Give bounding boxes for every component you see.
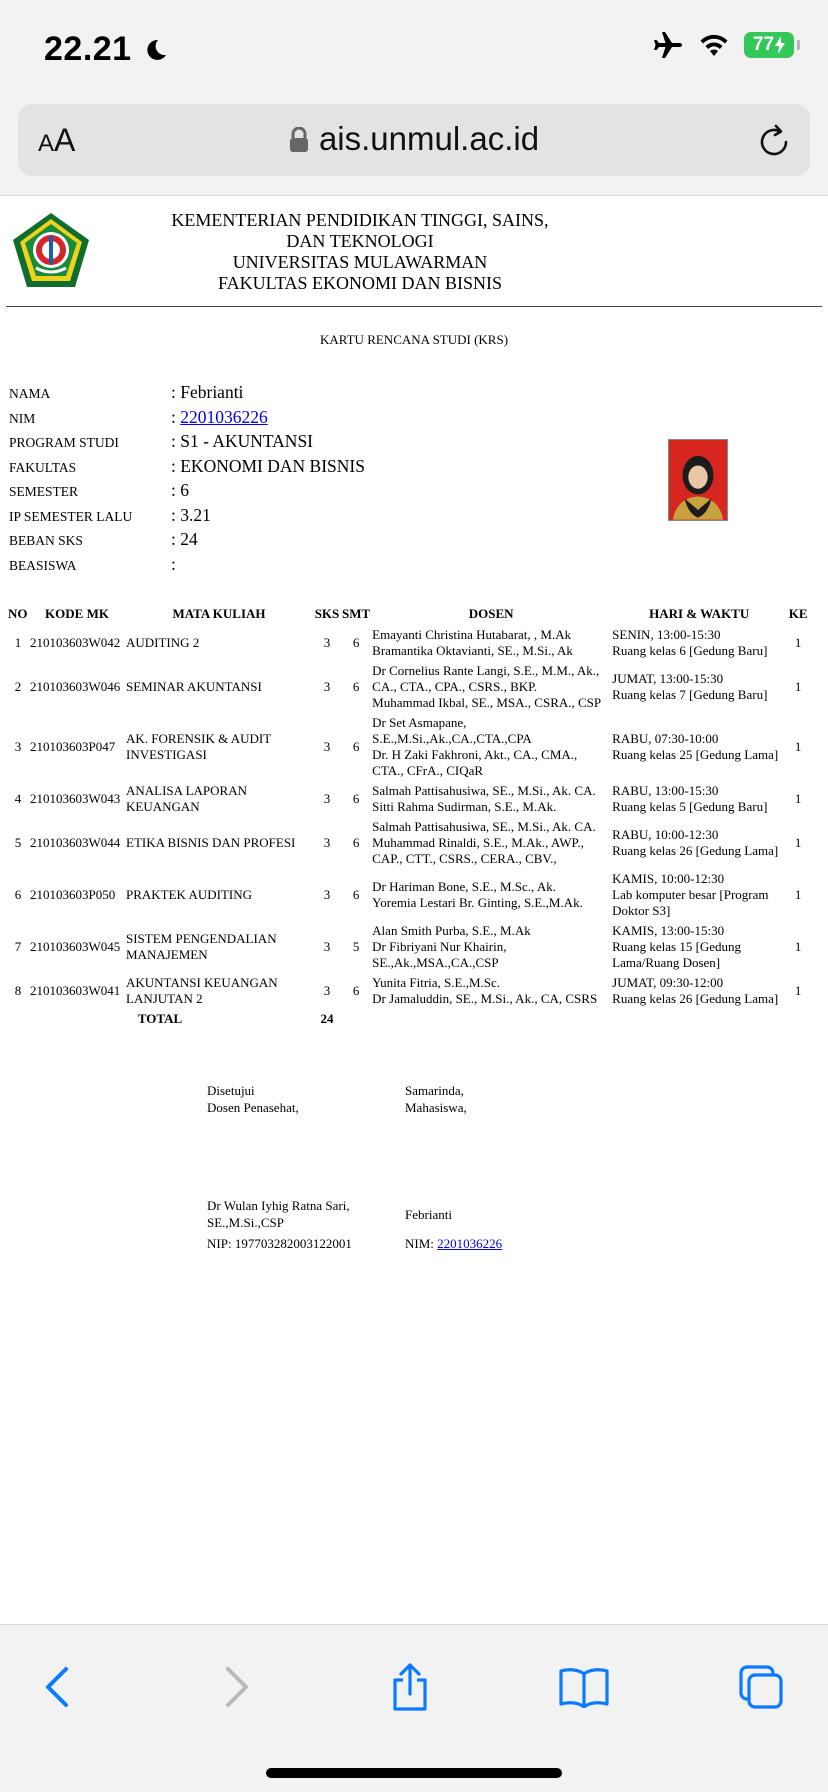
col-hari-waktu: HARI & WAKTU [649,606,750,621]
waktu-line: KAMIS, 13:00-15:30 [612,923,725,938]
info-value: : Febrianti [171,382,244,402]
airplane-icon [652,30,684,60]
col-ke: KE [788,606,808,621]
waktu-line: SENIN, 13:00-15:30 [612,627,721,642]
row-dosen [371,713,611,781]
advisor-name: Dr Wulan Iyhig Ratna Sari, SE.,M.Si.,CSP [207,1198,350,1230]
row-kode: 210103603W043 [30,791,121,806]
dosen-line: Alan Smith Purba, S.E., M.Ak [372,923,531,938]
nim-link[interactable]: 2201036226 [180,406,268,427]
info-value: : EKONOMI DAN BISNIS [171,455,365,476]
row-sks: 3 [323,887,331,902]
nip-value: 197703282003122001 [234,1236,352,1251]
waktu-line: Ruang kelas 26 [Gedung Lama] [612,991,779,1006]
table-row [7,817,809,869]
row-dosen [371,973,611,1009]
row-no: 7 [14,939,22,954]
row-mata-kuliah: AKUNTANSI KEUANGAN LANJUTAN 2 [126,975,278,1006]
info-value: : S1 - AKUNTANSI [171,431,314,451]
info-row-nim [9,407,365,432]
info-row-semester [9,480,365,505]
nip-prefix: NIP: [207,1236,235,1251]
header-line-1: KEMENTERIAN PENDIDIKAN TINGGI, SAINS, [171,210,549,230]
row-kode: 210103603P050 [30,887,116,902]
col-smt: SMT [342,606,371,621]
row-dosen [371,781,611,817]
header-divider [6,306,822,307]
status-time [44,30,168,69]
info-value: : [171,553,176,574]
reload-icon[interactable] [758,122,792,158]
waktu-line: Ruang kelas 15 [Gedung Lama/Ruang Dosen] [612,939,742,970]
signature-space [405,1116,502,1206]
student-role: Mahasiswa, [405,1100,467,1115]
waktu-line: RABU, 10:00-12:30 [612,827,719,842]
row-kode: 210103603W042 [30,635,121,650]
lock-icon [289,127,309,153]
info-label: FAKULTAS [9,459,77,475]
row-sks: 3 [323,739,331,754]
row-dosen [371,817,611,869]
dosen-line: Bramantika Oktavianti, SE., M.Si., Ak [372,643,573,658]
info-value: : 24 [171,529,198,549]
share-button[interactable] [380,1657,440,1717]
dosen-line: Dr Fibriyani Nur Khairin, SE.,Ak.,MSA.,CA.,CSP [372,939,507,970]
browser-top-bar [0,100,828,196]
row-smt: 6 [352,739,360,754]
table-header-row [7,605,809,625]
info-label: SEMESTER [9,484,79,499]
header-line-3: UNIVERSITAS MULAWARMAN [232,252,488,272]
row-waktu [611,661,787,713]
course-table [7,605,809,1029]
browser-bottom-toolbar [0,1624,828,1792]
row-smt: 6 [352,635,360,650]
row-ke: 1 [794,739,802,754]
row-ke: 1 [794,983,802,998]
advisor-role: Dosen Penasehat, [207,1100,299,1115]
tabs-button[interactable] [731,1657,791,1717]
row-ke: 1 [794,679,802,694]
row-smt: 6 [352,835,360,850]
row-no: 4 [14,791,22,806]
dosen-line: Dr Cornelius Rante Langi, S.E., M.M., Ak., CA., CTA., CPA., CSRS., BKP. [372,663,600,694]
row-dosen [371,625,611,661]
row-smt: 6 [352,679,360,694]
document-title: KARTU RENCANA STUDI (KRS) [319,332,509,347]
student-info [9,382,365,578]
row-sks: 3 [323,939,331,954]
info-label: PROGRAM STUDI [9,435,119,450]
total-filler [341,1009,809,1029]
row-kode: 210103603W046 [30,679,121,694]
col-no: NO [8,606,28,621]
info-label: NIM [9,410,36,426]
row-kode: 210103603W044 [30,835,121,850]
row-no: 3 [14,739,22,754]
student-name: Febrianti [405,1207,452,1222]
waktu-line: RABU, 07:30-10:00 [612,731,719,746]
row-ke: 1 [794,635,802,650]
book-icon [558,1666,610,1708]
row-no: 1 [14,635,22,650]
header-line-2: DAN TEKNOLOGI [286,231,434,251]
institution-header [150,210,570,294]
place-text: Samarinda, [405,1083,464,1098]
time-text: 22.21 [44,30,132,68]
university-logo [10,210,92,292]
share-icon [389,1662,431,1712]
col-dosen: DOSEN [468,606,514,621]
dosen-line: Muhammad Ikbal, SE., MSA., CSRA., CSP [372,695,602,710]
row-kode: 210103603W041 [30,983,121,998]
row-mata-kuliah: ETIKA BISNIS DAN PROFESI [126,835,296,850]
table-row [7,869,809,921]
status-bar [0,0,828,100]
row-sks: 3 [323,791,331,806]
info-row-nama [9,382,365,407]
info-row-fakultas [9,456,365,481]
moon-icon [144,38,168,62]
battery-level: 77 [752,34,775,55]
waktu-line: Ruang kelas 6 [Gedung Baru] [612,643,768,658]
dosen-line: Dr. H Zaki Fakhroni, Akt., CA., CMA., CTA., CFrA., CIQaR [372,747,578,778]
signature-space [207,1116,372,1197]
row-smt: 5 [352,939,360,954]
table-row [7,713,809,781]
krs-document [0,196,828,1624]
row-mata-kuliah: PRAKTEK AUDITING [126,887,253,902]
status-icons [652,30,794,60]
dosen-line: Sitti Rahma Sudirman, S.E., M.Ak. [372,799,557,814]
row-waktu [611,817,787,869]
dosen-line: Yunita Fitria, S.E.,M.Sc. [372,975,501,990]
row-kode: 210103603W045 [30,939,121,954]
info-row-program-studi [9,431,365,456]
info-label: NAMA [9,386,51,401]
row-ke: 1 [794,939,802,954]
dosen-line: Salmah Pattisahusiwa, SE., M.Si., Ak. CA. [372,783,596,798]
row-sks: 3 [323,635,331,650]
bookmarks-button[interactable] [554,1657,614,1717]
info-value: : 6 [171,480,189,500]
signature-nim-link[interactable]: 2201036226 [437,1236,503,1251]
table-row [7,781,809,817]
dosen-line: Dr Set Asmapane, S.E.,M.Si.,Ak.,CA.,CTA.,CPA [372,715,532,746]
info-label: BEASISWA [9,557,77,573]
row-sks: 3 [323,679,331,694]
advisor-nip [207,1235,372,1252]
waktu-line: Ruang kelas 26 [Gedung Lama] [612,843,779,858]
info-label: BEBAN SKS [9,533,83,548]
info-row-beban-sks [9,529,365,554]
waktu-line: RABU, 13:00-15:30 [612,783,719,798]
table-row [7,921,809,973]
row-no: 5 [14,835,22,850]
row-mata-kuliah: SEMINAR AKUNTANSI [126,679,262,694]
row-waktu [611,781,787,817]
dosen-line: Salmah Pattisahusiwa, SE., M.Si., Ak. CA. [372,819,596,834]
student-nim [405,1235,502,1252]
waktu-line: Ruang kelas 5 [Gedung Baru] [612,799,768,814]
wifi-icon [698,32,730,58]
col-mata-kuliah: MATA KULIAH [172,606,266,621]
row-mata-kuliah: SISTEM PENGENDALIAN MANAJEMEN [126,931,277,962]
row-dosen [371,661,611,713]
row-smt: 6 [352,887,360,902]
dosen-line: Emayanti Christina Hutabarat, , M.Ak [372,627,572,642]
student-photo [668,439,728,521]
row-smt: 6 [352,983,360,998]
advisor-signature [207,1082,372,1252]
row-waktu [611,869,787,921]
row-waktu [611,973,787,1009]
table-row [7,661,809,713]
total-row [7,1009,809,1029]
row-kode: 210103603P047 [30,739,116,754]
info-value: : 3.21 [171,504,211,525]
info-label: IP SEMESTER LALU [9,508,133,524]
tabs-icon [737,1663,785,1711]
col-sks: SKS [314,606,340,621]
row-dosen [371,869,611,921]
info-value: : 2201036226 [171,406,268,427]
info-row-ip [9,505,365,530]
dosen-line: Yoremia Lestari Br. Ginting, S.E.,M.Ak. [372,895,583,910]
row-ke: 1 [794,835,802,850]
row-dosen [371,921,611,973]
battery-indicator [744,32,794,58]
dosen-line: Muhammad Rinaldi, S.E., M.Ak., AWP., CAP., CTT., CSRS., CERA., CBV., [372,835,584,866]
row-no: 6 [14,887,22,902]
row-waktu [611,625,787,661]
row-sks: 3 [323,835,331,850]
row-ke: 1 [794,791,802,806]
address-bar[interactable] [18,104,810,176]
waktu-line: Lab komputer besar [Program Doktor S3] [612,887,769,918]
row-sks: 3 [323,983,331,998]
waktu-line: JUMAT, 13:00-15:30 [612,671,724,686]
aa-big: A [54,122,76,158]
total-sks: 24 [320,1011,334,1026]
waktu-line: KAMIS, 10:00-12:30 [612,871,725,886]
header-line-4: FAKULTAS EKONOMI DAN BISNIS [217,273,503,293]
table-row [7,625,809,661]
home-indicator[interactable] [266,1768,562,1778]
row-mata-kuliah: AK. FORENSIK & AUDIT INVESTIGASI [126,731,271,762]
dosen-line: Dr Jamaluddin, SE., M.Si., Ak., CA, CSRS [372,991,598,1006]
row-mata-kuliah: ANALISA LAPORAN KEUANGAN [126,783,247,814]
forward-button[interactable] [207,1657,267,1717]
waktu-line: Ruang kelas 25 [Gedung Lama] [612,747,779,762]
nim-prefix: NIM: [405,1236,438,1251]
charging-icon [775,36,785,54]
url-display[interactable] [18,120,810,158]
col-kode: KODE MK [45,606,109,621]
row-ke: 1 [794,887,802,902]
row-waktu [611,921,787,973]
approval-text: Disetujui [207,1083,255,1098]
student-signature [405,1082,502,1252]
info-row-beasiswa [9,554,365,579]
dosen-line: Dr Hariman Bone, S.E., M.Sc., Ak. [372,879,556,894]
chevron-left-icon [42,1665,72,1709]
row-mata-kuliah: AUDITING 2 [126,635,200,650]
back-button[interactable] [27,1657,87,1717]
aa-small: A [38,130,55,157]
chevron-right-icon [222,1665,252,1709]
row-smt: 6 [352,791,360,806]
url-text: ais.unmul.ac.id [318,120,540,157]
waktu-line: Ruang kelas 7 [Gedung Baru] [612,687,768,702]
waktu-line: JUMAT, 09:30-12:00 [612,975,724,990]
row-no: 2 [14,679,22,694]
row-waktu [611,713,787,781]
total-label: TOTAL [137,1011,183,1026]
table-row [7,973,809,1009]
row-no: 8 [14,983,22,998]
